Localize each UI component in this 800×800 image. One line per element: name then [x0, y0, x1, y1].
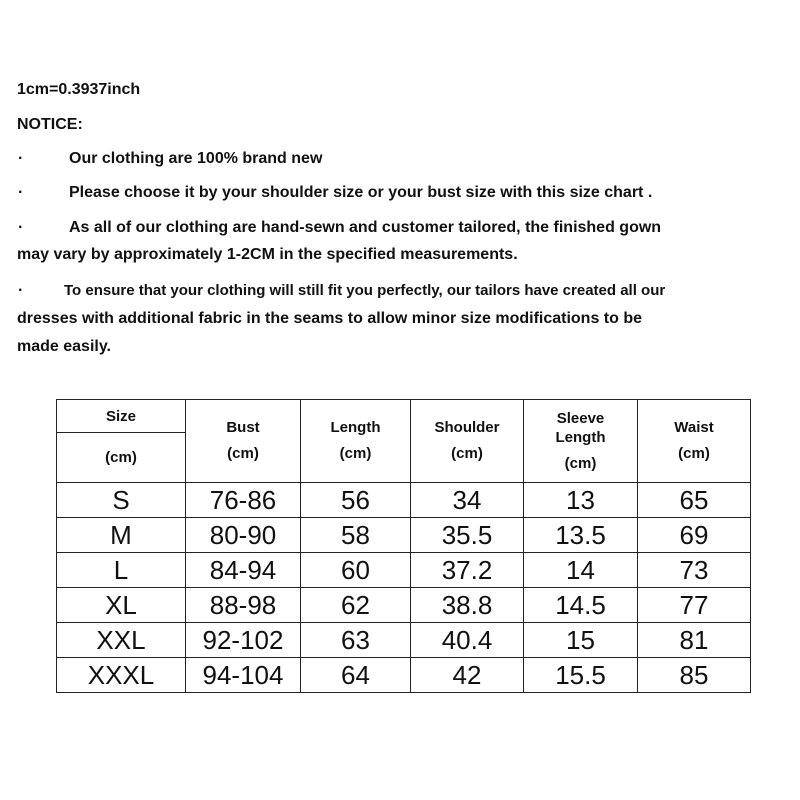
notice-1-line-1: Our clothing are 100% brand new — [69, 150, 323, 167]
waist-cell: 81 — [638, 623, 751, 658]
shoulder-cell: 35.5 — [411, 518, 524, 553]
sleeve-length-cell: 13.5 — [524, 518, 638, 553]
length-cell: 56 — [301, 483, 411, 518]
notice-title: NOTICE: — [17, 116, 83, 133]
bust-cell: 84-94 — [186, 553, 301, 588]
shoulder-header-unit: (cm) — [451, 445, 483, 462]
bullet-1: · — [18, 150, 24, 167]
shoulder-cell: 42 — [411, 658, 524, 693]
size-cell: L — [57, 553, 186, 588]
unit-conversion: 1cm=0.3937inch — [17, 81, 141, 98]
length-cell: 62 — [301, 588, 411, 623]
bust-header-unit: (cm) — [227, 445, 259, 462]
bust-cell: 94-104 — [186, 658, 301, 693]
table-row — [57, 483, 751, 518]
bust-cell: 80-90 — [186, 518, 301, 553]
length-header — [301, 400, 411, 483]
length-header-unit: (cm) — [339, 445, 372, 462]
header-row — [57, 400, 751, 433]
size-cell: XXXL — [57, 658, 186, 693]
table-row — [57, 518, 751, 553]
sleeve-length-header-unit: (cm) — [564, 455, 597, 472]
size-cell: XL — [57, 588, 186, 623]
waist-cell: 73 — [638, 553, 751, 588]
length-cell: 63 — [301, 623, 411, 658]
size-chart-table — [56, 399, 751, 693]
waist-header — [638, 400, 751, 483]
sleeve-length-cell: 14 — [524, 553, 638, 588]
waist-cell: 69 — [638, 518, 751, 553]
waist-cell: 65 — [638, 483, 751, 518]
table-row — [57, 623, 751, 658]
bullet-3: · — [18, 219, 24, 236]
size-header: Size — [57, 400, 186, 433]
notice-2-line-1: Please choose it by your shoulder size or your bust size with this size chart . — [69, 184, 653, 201]
shoulder-cell: 34 — [411, 483, 524, 518]
notice-3-line-1: As all of our clothing are hand-sewn and customer tailored, the finished gown — [69, 219, 662, 236]
notice-4-line-2: dresses with additional fabric in the seams to allow minor size modifications to be — [17, 310, 643, 327]
shoulder-header — [411, 400, 524, 483]
table-row — [57, 588, 751, 623]
notice-3-line-2: may vary by approximately 1-2CM in the specified measurements. — [17, 246, 518, 263]
sleeve-length-cell: 15.5 — [524, 658, 638, 693]
size-cell: XXL — [57, 623, 186, 658]
bust-cell: 76-86 — [186, 483, 301, 518]
bust-header — [186, 400, 301, 483]
length-cell: 64 — [301, 658, 411, 693]
table-row — [57, 658, 751, 693]
waist-header-label: Waist — [674, 419, 714, 436]
sleeve-length-cell: 14.5 — [524, 588, 638, 623]
sleeve-length-header-label: Sleeve Length — [555, 410, 606, 446]
waist-cell: 85 — [638, 658, 751, 693]
bust-cell: 88-98 — [186, 588, 301, 623]
bullet-2: · — [18, 184, 24, 201]
bullet-4: · — [18, 282, 24, 299]
bust-header-label: Bust — [226, 419, 260, 436]
table-row — [57, 553, 751, 588]
shoulder-cell: 37.2 — [411, 553, 524, 588]
shoulder-cell: 40.4 — [411, 623, 524, 658]
sleeve-length-cell: 15 — [524, 623, 638, 658]
length-header-label: Length — [330, 419, 381, 436]
size-header-unit: (cm) — [57, 433, 186, 483]
notice-4-line-3: made easily. — [17, 338, 111, 355]
size-cell: S — [57, 483, 186, 518]
shoulder-cell: 38.8 — [411, 588, 524, 623]
length-cell: 60 — [301, 553, 411, 588]
sleeve-length-cell: 13 — [524, 483, 638, 518]
length-cell: 58 — [301, 518, 411, 553]
waist-header-unit: (cm) — [678, 445, 710, 462]
shoulder-header-label: Shoulder — [434, 419, 500, 436]
sleeve-length-header — [524, 400, 638, 483]
waist-cell: 77 — [638, 588, 751, 623]
size-cell: M — [57, 518, 186, 553]
bust-cell: 92-102 — [186, 623, 301, 658]
notice-4-line-1: To ensure that your clothing will still fit you perfectly, our tailors have created all our — [64, 282, 666, 299]
